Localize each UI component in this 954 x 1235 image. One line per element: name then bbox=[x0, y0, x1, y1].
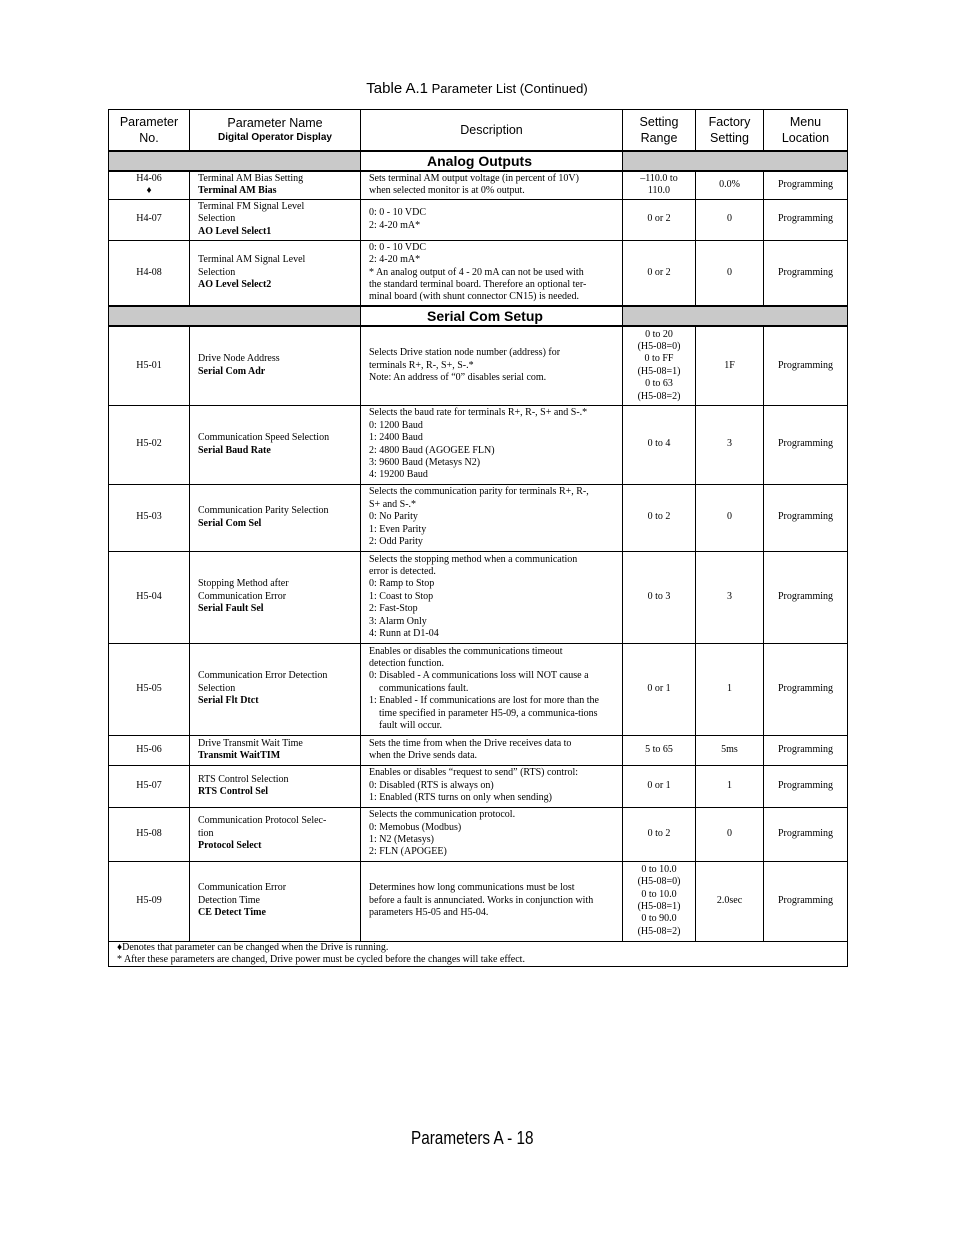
page-footer: Parameters A - 18 bbox=[411, 1128, 534, 1148]
cell-param-no: H5-08 bbox=[109, 807, 190, 861]
operator-display-name: Terminal AM Bias bbox=[198, 185, 277, 197]
section-header-analog-outputs bbox=[109, 151, 848, 171]
table-body bbox=[109, 151, 848, 941]
cell-menu-location: Programming bbox=[764, 643, 848, 735]
cell-factory-setting: 0 bbox=[696, 484, 764, 551]
cell-menu-location: Programming bbox=[764, 199, 848, 240]
operator-display-name: Serial Com Sel bbox=[198, 517, 262, 529]
cell-description: Determines how long communications must be lost before a fault is annunciated. Works in conjunction with parameters H5-05 and H5-04. bbox=[361, 861, 623, 941]
cell-setting-range: 0 or 2 bbox=[623, 240, 696, 306]
cell-param-no: H5-09 bbox=[109, 861, 190, 941]
cell-menu-location: Programming bbox=[764, 240, 848, 306]
cell-setting-range: 0 to 2 bbox=[623, 484, 696, 551]
cell-menu-location: Programming bbox=[764, 551, 848, 643]
cell-param-name: Communication Error Detection Time CE Detect Time bbox=[190, 861, 361, 941]
cell-factory-setting: 0.0% bbox=[696, 171, 764, 199]
cell-param-name: Drive Transmit Wait Time Transmit WaitTIM bbox=[190, 735, 361, 765]
cell-param-name: Communication Protocol Selec- tion Protocol Select bbox=[190, 807, 361, 861]
param-row-h5-08 bbox=[109, 807, 848, 861]
cell-description: 0: 0 - 10 VDC 2: 4-20 mA* bbox=[361, 199, 623, 240]
cell-param-no: H5-07 bbox=[109, 765, 190, 807]
section-header-serial-com-setup bbox=[109, 306, 848, 326]
operator-display-name: Serial Flt Dtct bbox=[198, 695, 259, 707]
header-param-name-sub: Digital Operator Display bbox=[218, 132, 332, 143]
cell-setting-range: 0 to 3 bbox=[623, 551, 696, 643]
section-shade-right bbox=[623, 306, 848, 326]
cell-setting-range: 0 to 2 bbox=[623, 807, 696, 861]
table-caption bbox=[0, 80, 954, 97]
param-row-h5-02 bbox=[109, 405, 848, 484]
operator-display-name: Transmit WaitTIM bbox=[198, 750, 281, 761]
section-shade-left bbox=[109, 151, 361, 171]
header-description: Description bbox=[361, 110, 623, 152]
cell-setting-range: 0 or 1 bbox=[623, 643, 696, 735]
cell-factory-setting: 3 bbox=[696, 405, 764, 484]
param-row-h5-04 bbox=[109, 551, 848, 643]
cell-factory-setting: 1 bbox=[696, 643, 764, 735]
cell-param-no: H4-06 ♦ bbox=[109, 171, 190, 199]
param-row-h5-05 bbox=[109, 643, 848, 735]
cell-factory-setting: 3 bbox=[696, 551, 764, 643]
operator-display-name: RTS Control Sel bbox=[198, 786, 269, 797]
operator-display-name: Serial Baud Rate bbox=[198, 444, 271, 456]
cell-param-name: Communication Parity Selection Serial Com Sel bbox=[190, 484, 361, 551]
cell-param-no: H5-01 bbox=[109, 326, 190, 405]
cell-description: Enables or disables the communications timeout detection function. 0: Disabled - A communications loss will NOT cause a communications fault. 1: Enabled - If communications are lost for more than the time specified in parameter H5-09, a communica-tions fault will occur. bbox=[361, 643, 623, 735]
cell-param-name: RTS Control Selection RTS Control Sel bbox=[190, 765, 361, 807]
cell-factory-setting: 1 bbox=[696, 765, 764, 807]
cell-menu-location: Programming bbox=[764, 405, 848, 484]
cell-setting-range: 0 to 4 bbox=[623, 405, 696, 484]
cell-param-name: Stopping Method after Communication Error Serial Fault Sel bbox=[190, 551, 361, 643]
cell-param-name: Terminal FM Signal Level Selection AO Level Select1 bbox=[190, 199, 361, 240]
cell-description: Selects the stopping method when a communication error is detected. 0: Ramp to Stop 1: Coast to Stop 2: Fast-Stop 3: Alarm Only 4: Runn at D1-04 bbox=[361, 551, 623, 643]
cell-setting-range: –110.0 to 110.0 bbox=[623, 171, 696, 199]
cell-description: Selects the baud rate for terminals R+, R-, S+ and S-.* 0: 1200 Baud 1: 2400 Baud 2: 4800 Baud (AGOGEE FLN) 3: 9600 Baud (Metasys N2) 4: 19200 Baud bbox=[361, 405, 623, 484]
cell-factory-setting: 0 bbox=[696, 199, 764, 240]
cell-param-no: H5-04 bbox=[109, 551, 190, 643]
table-header-row bbox=[109, 110, 848, 152]
cell-description: Selects the communication protocol. 0: Memobus (Modbus) 1: N2 (Metasys) 2: FLN (APOGEE) bbox=[361, 807, 623, 861]
cell-setting-range: 5 to 65 bbox=[623, 735, 696, 765]
section-title: Serial Com Setup bbox=[361, 306, 623, 326]
cell-param-name: Terminal AM Signal Level Selection AO Level Select2 bbox=[190, 240, 361, 306]
operator-display-name: AO Level Select2 bbox=[198, 278, 272, 290]
cell-param-no: H5-06 bbox=[109, 735, 190, 765]
cell-menu-location: Programming bbox=[764, 861, 848, 941]
header-param-name: Parameter Name Digital Operator Display bbox=[190, 110, 361, 152]
header-setting-range: Setting Range bbox=[623, 110, 696, 152]
cell-description: Selects the communication parity for terminals R+, R-, S+ and S-.* 0: No Parity 1: Even Parity 2: Odd Parity bbox=[361, 484, 623, 551]
cell-param-no: H5-03 bbox=[109, 484, 190, 551]
operator-display-name: Protocol Select bbox=[198, 840, 262, 852]
cell-factory-setting: 1F bbox=[696, 326, 764, 405]
cell-factory-setting: 2.0sec bbox=[696, 861, 764, 941]
cell-param-name: Communication Speed Selection Serial Baud Rate bbox=[190, 405, 361, 484]
cell-param-no: H5-05 bbox=[109, 643, 190, 735]
note-running-change: ♦Denotes that parameter can be changed when the Drive is running. bbox=[117, 941, 389, 953]
cell-param-no: H4-08 bbox=[109, 240, 190, 306]
cell-setting-range: 0 or 2 bbox=[623, 199, 696, 240]
cell-factory-setting: 0 bbox=[696, 807, 764, 861]
operator-display-name: AO Level Select1 bbox=[198, 225, 272, 237]
cell-setting-range: 0 to 10.0 (H5-08=0) 0 to 10.0 (H5-08=1) 0 to 90.0 (H5-08=2) bbox=[623, 861, 696, 941]
cell-param-name: Terminal AM Bias Setting Terminal AM Bias bbox=[190, 171, 361, 199]
operator-display-name: Serial Fault Sel bbox=[198, 603, 264, 615]
param-row-h5-03 bbox=[109, 484, 848, 551]
param-row-h5-01 bbox=[109, 326, 848, 405]
note-power-cycle: * After these parameters are changed, Drive power must be cycled before the changes will take effect. bbox=[117, 953, 525, 965]
cell-menu-location: Programming bbox=[764, 765, 848, 807]
section-title: Analog Outputs bbox=[361, 151, 623, 171]
cell-description: Selects Drive station node number (address) for terminals R+, R-, S+, S-.* Note: An address of “0” disables serial com. bbox=[361, 326, 623, 405]
parameter-table bbox=[108, 109, 848, 967]
notes-row bbox=[109, 941, 848, 967]
header-factory-setting: Factory Setting bbox=[696, 110, 764, 152]
section-shade-right bbox=[623, 151, 848, 171]
cell-param-name: Communication Error Detection Selection Serial Flt Dtct bbox=[190, 643, 361, 735]
table-notes bbox=[109, 941, 848, 967]
cell-menu-location: Programming bbox=[764, 735, 848, 765]
cell-description: Sets the time from when the Drive receives data to when the Drive sends data. bbox=[361, 735, 623, 765]
cell-param-no: H4-07 bbox=[109, 199, 190, 240]
param-row-h4-07 bbox=[109, 199, 848, 240]
header-param-no: Parameter No. bbox=[109, 110, 190, 152]
cell-description: 0: 0 - 10 VDC 2: 4-20 mA* * An analog output of 4 - 20 mA can not be used with the standard terminal board. Therefore an optional ter- minal board (with shunt connector CN15) is needed. bbox=[361, 240, 623, 306]
param-row-h5-07 bbox=[109, 765, 848, 807]
cell-setting-range: 0 to 20 (H5-08=0) 0 to FF (H5-08=1) 0 to 63 (H5-08=2) bbox=[623, 326, 696, 405]
cell-menu-location: Programming bbox=[764, 326, 848, 405]
cell-description: Sets terminal AM output voltage (in percent of 10V) when selected monitor is at 0% output. bbox=[361, 171, 623, 199]
cell-description: Enables or disables “request to send” (RTS) control: 0: Disabled (RTS is always on) 1: Enabled (RTS turns on only when sending) bbox=[361, 765, 623, 807]
cell-param-no: H5-02 bbox=[109, 405, 190, 484]
param-row-h5-09 bbox=[109, 861, 848, 941]
cell-factory-setting: 0 bbox=[696, 240, 764, 306]
cell-param-name: Drive Node Address Serial Com Adr bbox=[190, 326, 361, 405]
cell-factory-setting: 5ms bbox=[696, 735, 764, 765]
table-caption-prefix: Table A.1 bbox=[366, 80, 429, 97]
operator-display-name: Serial Com Adr bbox=[198, 365, 266, 377]
param-row-h4-08 bbox=[109, 240, 848, 306]
cell-menu-location: Programming bbox=[764, 484, 848, 551]
param-row-h5-06 bbox=[109, 735, 848, 765]
section-shade-left bbox=[109, 306, 361, 326]
cell-menu-location: Programming bbox=[764, 171, 848, 199]
cell-menu-location: Programming bbox=[764, 807, 848, 861]
cell-setting-range: 0 or 1 bbox=[623, 765, 696, 807]
param-row-h4-06 bbox=[109, 171, 848, 199]
header-menu-location: Menu Location bbox=[764, 110, 848, 152]
operator-display-name: CE Detect Time bbox=[198, 907, 266, 919]
table-caption-text: Parameter List (Continued) bbox=[428, 81, 588, 96]
